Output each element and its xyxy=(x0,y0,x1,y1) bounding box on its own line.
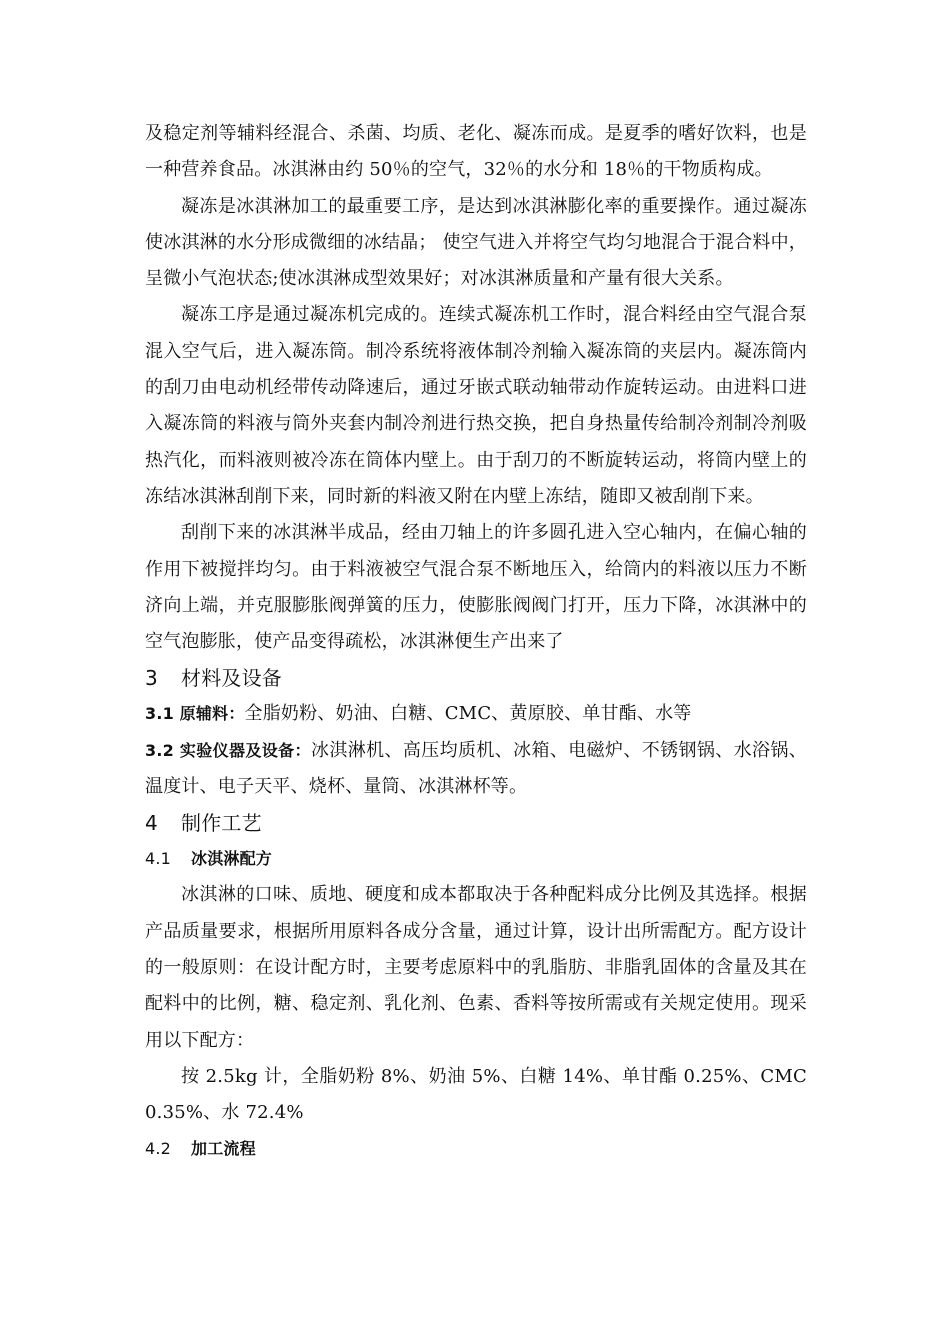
section-number: 3 xyxy=(145,666,158,691)
subsection-number: 4.1 xyxy=(145,849,172,869)
section-title: 材料及设备 xyxy=(181,666,282,691)
paragraph-ingredients-intro: 及稳定剂等辅料经混合、杀菌、均质、老化、凝冻而成。是夏季的嗜好饮料，也是一种营养食品。冰淇淋由约 50％的空气，32％的水分和 18％的干物质构成。 xyxy=(145,123,807,181)
paragraph-scraping-process: 刮削下来的冰淇淋半成品，经由刀轴上的许多圆孔进入空心轴内，在偏心轴的作用下被搅拌均匀。由于料液被空气混合泵不断地压入，给筒内的料液以压力不断济向上端，并克服膨胀阀弹簧的压力，使膨胀阀阀门打开，压力下降，冰淇淋中的空气泡膨胀，使产品变得疏松，冰淇淋便生产出来了 xyxy=(145,522,807,653)
subsection-heading-formula xyxy=(145,841,807,877)
subsection-number: 4.2 xyxy=(145,1139,172,1159)
subsection-title: 冰淇淋配方 xyxy=(191,849,273,869)
equipment-label: 3.2 实验仪器及设备： xyxy=(145,740,311,760)
raw-materials-text: 全脂奶粉、奶油、白糖、CMC、黄原胶、单甘酯、水等 xyxy=(244,703,692,725)
section-number: 4 xyxy=(145,811,158,836)
subsection-heading-flow xyxy=(145,1131,807,1167)
raw-materials-line xyxy=(145,696,807,732)
document-body xyxy=(145,116,807,1167)
section-title: 制作工艺 xyxy=(181,811,262,836)
paragraph-freezer-operation: 凝冻工序是通过凝冻机完成的。连续式凝冻机工作时，混合料经由空气混合泵混入空气后，进入凝冻筒。制冷系统将液体制冷剂输入凝冻筒的夹层内。凝冻筒内的刮刀由电动机经带传动降速后，通过牙嵌式联动轴带动作旋转运动。由进料口进入凝冻筒的料液与筒外夹套内制冷剂进行热交换，把自身热量传给制冷剂制冷剂吸热汽化，而料液则被冷冻在筒体内壁上。由于刮刀的不断旋转运动，将筒内壁上的冻结冰淇淋刮削下来，同时新的料液又附在内壁上冻结，随即又被刮削下来。 xyxy=(145,304,807,507)
equipment-text: 冰淇淋机、高压均质机、冰箱、电磁炉、不锈钢锅、水浴锅、温度计、电子天平、烧杯、量筒、冰淇淋杯等。 xyxy=(145,739,807,798)
raw-materials-label: 3.1 原辅料： xyxy=(145,704,245,724)
paragraph-formula-principles: 冰淇淋的口味、质地、硬度和成本都取决于各种配料成分比例及其选择。根据产品质量要求，根据所用原料各成分含量，通过计算，设计出所需配方。配方设计的一般原则：在设计配方时，主要考虑原料中的乳脂肪、非脂乳固体的含量及其在配料中的比例，糖、稳定剂、乳化剂、色素、香料等按所需或有关规定使用。现采用以下配方： xyxy=(145,884,807,1051)
section-heading-materials xyxy=(145,660,807,696)
section-heading-process xyxy=(145,805,807,841)
paragraph-freezing-importance: 凝冻是冰淇淋加工的最重要工序，是达到冰淇淋膨化率的重要操作。通过凝冻使冰淇淋的水分形成微细的冰结晶； 使空气进入并将空气均匀地混合于混合料中，呈微小气泡状态;使冰淇淋成型效果好；对冰淇淋质量和产量有很大关系。 xyxy=(145,195,807,290)
paragraph-formula-values: 按 2.5kg 计，全脂奶粉 8%、奶油 5%、白糖 14%、单甘酯 0.25%、CMC 0.35%、水 72.4% xyxy=(145,1065,807,1124)
equipment-line xyxy=(145,733,807,806)
subsection-title: 加工流程 xyxy=(191,1139,256,1159)
